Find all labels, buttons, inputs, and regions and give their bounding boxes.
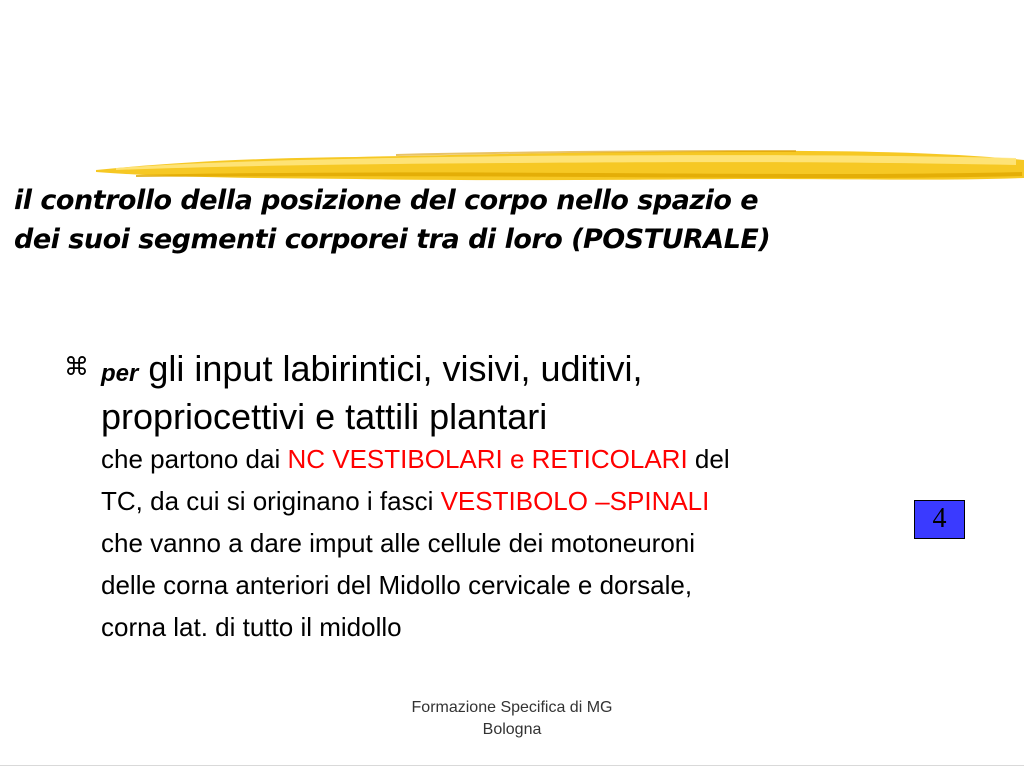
bullet-line-3-tail: del bbox=[687, 444, 730, 474]
highlight-nc-vestibolari: NC VESTIBOLARI e RETICOLARI bbox=[287, 444, 688, 474]
bullet-lead-italic: per bbox=[101, 360, 139, 387]
bullet-line-5: che vanno a dare imput alle cellule dei motoneuroni bbox=[101, 528, 696, 558]
bottom-divider bbox=[0, 765, 1024, 766]
highlight-vestibolo-spinali: VESTIBOLO –SPINALI bbox=[440, 486, 710, 516]
title-line-2: dei suoi segmenti corporei tra di loro (POSTURALE) bbox=[14, 224, 771, 255]
slide-title bbox=[14, 181, 1014, 259]
bullet-line-7: corna lat. di tutto il midollo bbox=[101, 612, 402, 642]
bullet-line-2: propriocettivi e tattili plantari bbox=[101, 396, 548, 437]
footer-line-1: Formazione Specifica di MG bbox=[411, 699, 613, 716]
bullet-line-1 bbox=[101, 347, 961, 395]
page-number-badge: 4 bbox=[914, 500, 965, 539]
bullet-line-6: delle corna anteriori del Midollo cervicale e dorsale, bbox=[101, 570, 693, 600]
bullet-line-3 bbox=[101, 438, 961, 480]
footer-line-2: Bologna bbox=[482, 721, 542, 738]
footer bbox=[312, 697, 712, 741]
bullet-text bbox=[101, 347, 961, 648]
bullet-line-4-text: TC, da cui si originano i fasci bbox=[101, 486, 441, 516]
bullet-line-3-text: che partono dai bbox=[101, 444, 288, 474]
command-icon: ⌘ bbox=[64, 352, 89, 381]
bullet-lead-text: gli input labirintici, visivi, uditivi, bbox=[138, 348, 643, 389]
bullet-line-4 bbox=[101, 480, 961, 522]
title-line-1: il controllo della posizione del corpo nello spazio e bbox=[14, 185, 759, 216]
